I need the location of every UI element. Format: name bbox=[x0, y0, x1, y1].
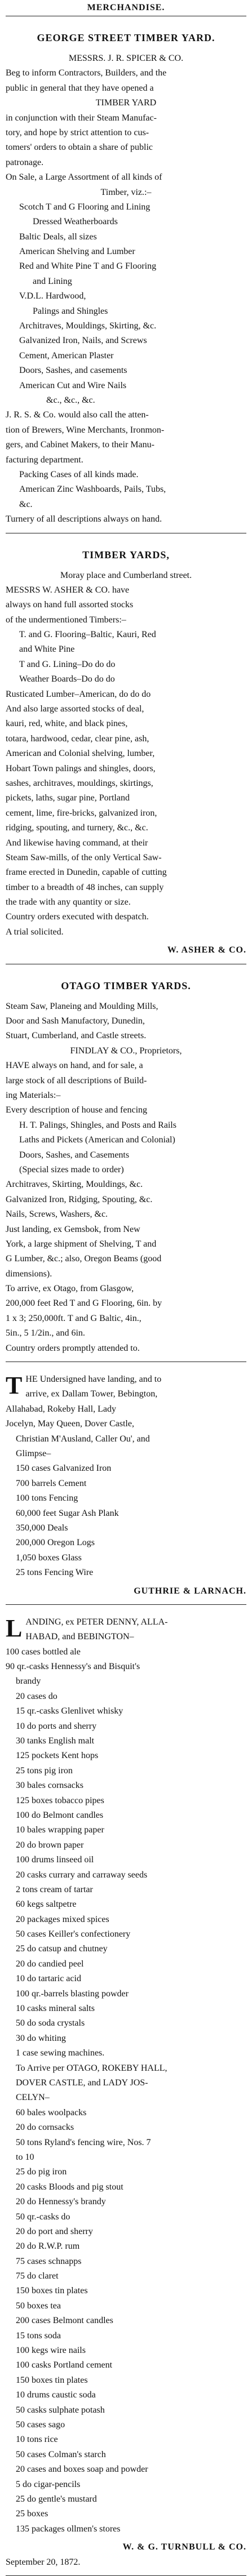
list-item: 200 cases Belmont candles bbox=[16, 2316, 113, 2326]
ad-line: Every description of house and fencing bbox=[6, 1105, 148, 1115]
list-item: 100 casks Portland cement bbox=[16, 2360, 113, 2370]
ad-body bbox=[6, 51, 246, 527]
ad-line: H. T. Palings, Shingles, and Posts and Rails bbox=[19, 1120, 176, 1130]
list-item: brandy bbox=[16, 1676, 41, 1687]
section-header: MERCHANDISE. bbox=[6, 0, 246, 16]
ad-line: Doors, Sashes, and casements bbox=[19, 366, 127, 376]
ad-line: and White Pine bbox=[19, 644, 75, 655]
ad-line: large stock of all descriptions of Build- bbox=[6, 1075, 147, 1085]
list-item: 10 do tartaric acid bbox=[16, 1974, 81, 1984]
ad-line: pickets, laths, sugar pine, Portland bbox=[6, 793, 130, 803]
ad-line: Galvanized Iron, Ridging, Spouting, &c. bbox=[6, 1194, 153, 1204]
ad-turnbull bbox=[6, 1610, 246, 2576]
list-item: 25 boxes bbox=[16, 2509, 48, 2519]
list-item: 60 bales woolpacks bbox=[16, 2107, 87, 2117]
list-item: to 10 bbox=[16, 2152, 34, 2162]
ad-line: J. R. S. & Co. would also call the atten- bbox=[6, 410, 149, 420]
ad-line: Architraves, Mouldings, Skirting, &c. bbox=[19, 321, 157, 331]
ad-line: HAVE always on hand, and for sale, a bbox=[6, 1061, 143, 1071]
ad-line: 200,000 feet Red T and G Flooring, 6in. by bbox=[6, 1298, 162, 1309]
ad-line: Door and Sash Manufactory, Dunedin, bbox=[6, 1016, 145, 1026]
ad-line: Laths and Pickets (American and Colonial) bbox=[19, 1135, 175, 1145]
list-item: 1 case sewing machines. bbox=[16, 2048, 105, 2058]
ad-title: OTAGO TIMBER YARDS. bbox=[61, 980, 191, 991]
ad-line: American Shelving and Lumber bbox=[19, 247, 135, 257]
list-item: 25 do gentle's mustard bbox=[16, 2494, 97, 2504]
list-item: 20 do candied peel bbox=[16, 1959, 84, 1969]
list-item: 150 cases Galvanized Iron bbox=[16, 1463, 112, 1474]
ad-body bbox=[6, 999, 246, 1356]
list-item: 60,000 feet Sugar Ash Plank bbox=[16, 1508, 119, 1518]
ad-line: Just landing, ex Gemsbok, from New bbox=[6, 1224, 140, 1234]
ad-line: gers, and Cabinet Makers, to their Manu- bbox=[6, 440, 154, 450]
ad-line: &c. bbox=[19, 499, 33, 509]
ad-line: Architraves, Skirting, Mouldings, &c. bbox=[6, 1180, 143, 1190]
list-item: 100 do Belmont candles bbox=[16, 1810, 104, 1820]
ad-line: facturing department. bbox=[6, 455, 83, 465]
list-item: 30 do whiting bbox=[16, 2033, 66, 2043]
ad-line: and Lining bbox=[33, 276, 72, 286]
list-item: 50 boxes tea bbox=[16, 2301, 61, 2311]
list-item: 50 tons Ryland's fencing wire, Nos. 7 bbox=[16, 2137, 151, 2147]
ad-line: MESSRS W. ASHER & CO. have bbox=[6, 585, 130, 595]
list-item: 150 boxes tin plates bbox=[16, 2286, 88, 2296]
ad-line: Steam Saw, Planeing and Moulding Mills, bbox=[6, 1001, 158, 1011]
ad-line: Glimpse– bbox=[16, 1448, 51, 1458]
ad-line: Dressed Weatherboards bbox=[33, 217, 118, 227]
list-item: 20 casks Bloods and pig stout bbox=[16, 2182, 123, 2192]
ad-line: patronage. bbox=[6, 157, 44, 167]
list-item: 10 casks mineral salts bbox=[16, 2004, 95, 2014]
ad-line: dimensions). bbox=[6, 1269, 52, 1279]
ad-line: American Zinc Washboards, Pails, Tubs, bbox=[19, 484, 166, 495]
ad-line: Weather Boards–Do do do bbox=[19, 674, 115, 684]
ad-line: 5in., 5 1/2in., and 6in. bbox=[6, 1328, 85, 1338]
ad-lead bbox=[6, 1372, 246, 1432]
list-item: 25 tons pig iron bbox=[16, 1765, 73, 1776]
ad-line: of the undermentioned Timbers:– bbox=[6, 615, 126, 625]
ad-line: Palings and Shingles bbox=[33, 306, 108, 316]
list-item: 30 tanks English malt bbox=[16, 1736, 95, 1746]
list-item: 125 boxes tobacco pipes bbox=[16, 1795, 104, 1805]
ad-line: tion of Brewers, Wine Merchants, Ironmon- bbox=[6, 425, 165, 435]
ad-line: Turnery of all descriptions always on hand. bbox=[6, 514, 162, 524]
list-item: 25 tons Fencing Wire bbox=[16, 1568, 94, 1578]
ad-line: A trial solicited. bbox=[6, 927, 64, 937]
list-item: 15 qr.-casks Glenlivet whisky bbox=[16, 1706, 123, 1716]
ad-title: TIMBER YARDS, bbox=[82, 549, 170, 560]
ad-line: Doors, Sashes, and Casements bbox=[19, 1150, 130, 1160]
ad-line: timber to a breadth of 48 inches, can supply bbox=[6, 882, 164, 892]
ad-lead bbox=[6, 1615, 246, 1675]
ad-line: York, a large shipment of Shelving, T and bbox=[6, 1239, 157, 1249]
list-item: 150 boxes tin plates bbox=[16, 2375, 88, 2385]
ad-signature: W. ASHER & CO. bbox=[167, 945, 246, 955]
ad-line: Country orders promptly attended to. bbox=[6, 1343, 140, 1353]
ad-line: T and G. Lining–Do do do bbox=[19, 659, 116, 669]
ad-line: ANDING, ex PETER DENNY, ALLA- bbox=[25, 1617, 168, 1627]
ad-line: (Special sizes made to order) bbox=[19, 1164, 124, 1174]
ad-line: MESSRS. J. R. SPICER & CO. bbox=[68, 54, 184, 63]
ad-line: V.D.L. Hardwood, bbox=[19, 291, 86, 301]
list-item: 2 tons cream of tartar bbox=[16, 1884, 93, 1894]
ad-line: Steam Saw-mills, of the only Vertical Saw- bbox=[6, 852, 162, 862]
list-item: 25 do catsup and chutney bbox=[16, 1944, 108, 1954]
ad-line: Red and White Pine T and G Flooring bbox=[19, 261, 157, 272]
list-item: 75 cases schnapps bbox=[16, 2256, 82, 2266]
list-item: 20 do brown paper bbox=[16, 1840, 84, 1850]
list-item: 125 pockets Kent hops bbox=[16, 1751, 99, 1761]
ad-line: TIMBER YARD bbox=[95, 98, 157, 108]
ad-line: FINDLAY & CO., Proprietors, bbox=[70, 1045, 182, 1056]
list-item: 20 do R.W.P. rum bbox=[16, 2241, 80, 2252]
ad-line: 100 cases bottled ale bbox=[6, 1647, 81, 1657]
ad-line: public in general that they have opened a bbox=[6, 83, 154, 93]
list-item: 100 tons Fencing bbox=[16, 1493, 78, 1503]
ad-line: 1 x 3; 250,000ft. T and G Baltic, 4in., bbox=[6, 1313, 142, 1323]
ad-line: Allahabad, Rokeby Hall, Lady bbox=[6, 1404, 116, 1414]
ad-line: Rusticated Lumber–American, do do do bbox=[6, 689, 151, 699]
list-item: 50 casks sulphate potash bbox=[16, 2405, 105, 2415]
ad-line: totara, hardwood, cedar, clear pine, ash, bbox=[6, 733, 149, 744]
ad-line: ing Materials:– bbox=[6, 1091, 61, 1100]
drop-cap: T bbox=[6, 1372, 23, 1400]
ad-line: kauri, red, white, and black pines, bbox=[6, 719, 128, 729]
list-item: 1,050 boxes Glass bbox=[16, 1552, 82, 1563]
ad-line: On Sale, a Large Assortment of all kinds of bbox=[6, 172, 162, 183]
ad-line: frame erected in Dunedin, capable of cutting bbox=[6, 867, 167, 878]
ad-line: Scotch T and G Flooring and Lining bbox=[19, 202, 151, 212]
ad-line: To Arrive per OTAGO, ROKEBY HALL, bbox=[16, 2063, 167, 2073]
ad-timber-yards bbox=[6, 539, 246, 964]
list-item: 5 do cigar-pencils bbox=[16, 2479, 81, 2489]
ad-line: G Lumber, &c.; also, Oregon Beams (good bbox=[6, 1254, 162, 1264]
ad-line: Packing Cases of all kinds made. bbox=[19, 469, 139, 479]
list-item: 350,000 Deals bbox=[16, 1523, 68, 1533]
list-item: 50 do soda crystals bbox=[16, 2018, 85, 2028]
ad-guthrie-larnach bbox=[6, 1368, 246, 1605]
ad-line: Galvanized Iron, Nails, and Screws bbox=[19, 336, 147, 346]
ad-line: Country orders executed with despatch. bbox=[6, 912, 149, 922]
list-item: 20 cases and boxes soap and powder bbox=[16, 2464, 148, 2475]
list-item: 75 do claret bbox=[16, 2271, 59, 2281]
list-item: 50 cases Keiller's confectionery bbox=[16, 1929, 131, 1939]
ad-line: tomers' orders to obtain a share of public bbox=[6, 143, 153, 153]
list-item: 100 kegs wire nails bbox=[16, 2346, 86, 2356]
ad-line: Timber, viz.:– bbox=[100, 187, 152, 197]
list-item: 10 do ports and sherry bbox=[16, 1721, 97, 1731]
ad-line: Christian M'Ausland, Caller Ou', and bbox=[16, 1434, 150, 1444]
ad-line: Stuart, Cumberland, and Castle streets. bbox=[6, 1031, 147, 1041]
ad-line: Moray place and Cumberland street. bbox=[60, 570, 192, 580]
ad-line: American Cut and Wire Nails bbox=[19, 380, 127, 390]
ad-line: Baltic Deals, all sizes bbox=[19, 232, 97, 242]
list-item: 20 casks currary and carraway seeds bbox=[16, 1870, 148, 1880]
list-item: 10 tons rice bbox=[16, 2435, 58, 2445]
ad-body bbox=[6, 1432, 246, 1581]
ad-date: September 20, 1872. bbox=[6, 2557, 81, 2567]
ad-line: the trade with any quantity or size. bbox=[6, 897, 131, 907]
list-item: 25 do pig iron bbox=[16, 2167, 67, 2177]
ad-line: DOVER CASTLE, and LADY JOS- bbox=[16, 2078, 148, 2088]
ad-line: American and Colonial shelving, lumber, bbox=[6, 749, 155, 759]
ad-signature: GUTHRIE & LARNACH. bbox=[134, 1586, 246, 1596]
list-item: 60 kegs saltpetre bbox=[16, 1899, 77, 1910]
list-item: 20 cases do bbox=[16, 1691, 58, 1701]
ad-title: GEORGE STREET TIMBER YARD. bbox=[37, 32, 215, 43]
ad-line: arrive, ex Dallam Tower, Bebington, bbox=[25, 1389, 158, 1399]
list-item: 135 packages ollmen's stores bbox=[16, 2524, 121, 2534]
ad-line: T. and G. Flooring–Baltic, Kauri, Red bbox=[19, 630, 156, 640]
list-item: 20 packages mixed spices bbox=[16, 1914, 109, 1924]
drop-cap: L bbox=[6, 1614, 23, 1642]
ad-line: always on hand full assorted stocks bbox=[6, 600, 134, 610]
ad-line: cement, lime, fire-bricks, galvanized iron, bbox=[6, 808, 157, 818]
list-item: 10 bales wrapping paper bbox=[16, 1825, 104, 1835]
list-item: 100 qr.-barrels blasting powder bbox=[16, 1988, 129, 1999]
list-item: 700 barrels Cement bbox=[16, 1478, 87, 1488]
ad-line: &c., &c., &c. bbox=[46, 395, 95, 405]
list-item: 20 do Hennessy's brandy bbox=[16, 2197, 106, 2207]
list-item: 200,000 Oregon Logs bbox=[16, 1538, 95, 1548]
list-item: 20 do port and sherry bbox=[16, 2226, 93, 2236]
ad-line: Beg to inform Contractors, Builders, and the bbox=[6, 68, 167, 78]
list-item: 50 cases Colman's starch bbox=[16, 2449, 106, 2459]
ad-line: ridging, spouting, and turnery, &c., &c. bbox=[6, 823, 148, 833]
ad-line: CELYN– bbox=[16, 2093, 50, 2103]
ad-line: Hobart Town palings and shingles, doors, bbox=[6, 763, 156, 773]
ad-line: To arrive, ex Otago, from Glasgow, bbox=[6, 1284, 134, 1294]
ad-body bbox=[6, 568, 246, 940]
list-item: 50 qr.-casks do bbox=[16, 2212, 70, 2222]
list-item: 30 bales cornsacks bbox=[16, 1781, 83, 1791]
ad-otago-timber bbox=[6, 970, 246, 1362]
ad-line: sashes, architraves, mouldings, skirtings, bbox=[6, 778, 153, 788]
list-item: 15 tons soda bbox=[16, 2330, 61, 2341]
list-item: 50 cases sago bbox=[16, 2419, 65, 2430]
ad-signature: W. & G. TURNBULL & CO. bbox=[122, 2542, 246, 2552]
list-item: 20 do cornsacks bbox=[16, 2123, 74, 2133]
ad-body bbox=[6, 1674, 246, 2537]
list-item: 10 drums caustic soda bbox=[16, 2390, 96, 2400]
ad-george-street bbox=[6, 22, 246, 533]
list-item: 100 drums linseed oil bbox=[16, 1855, 94, 1865]
ad-line: HE Undersigned have landing, and to bbox=[25, 1374, 162, 1385]
ad-line: HABAD, and BEBINGTON– bbox=[25, 1632, 134, 1642]
ad-line: Nails, Screws, Washers, &c. bbox=[6, 1209, 108, 1220]
ad-line: 90 qr.-casks Hennessy's and Bisquit's bbox=[6, 1662, 140, 1672]
ad-line: Jocelyn, May Queen, Dover Castle, bbox=[6, 1419, 134, 1429]
ad-line: in conjunction with their Steam Manufac- bbox=[6, 113, 157, 123]
ad-line: And likewise having command, at their bbox=[6, 838, 148, 848]
ad-line: Cement, American Plaster bbox=[19, 350, 114, 361]
ad-line: And also large assorted stocks of deal, bbox=[6, 704, 144, 714]
ad-line: tory, and hope by strict attention to cus- bbox=[6, 127, 149, 137]
